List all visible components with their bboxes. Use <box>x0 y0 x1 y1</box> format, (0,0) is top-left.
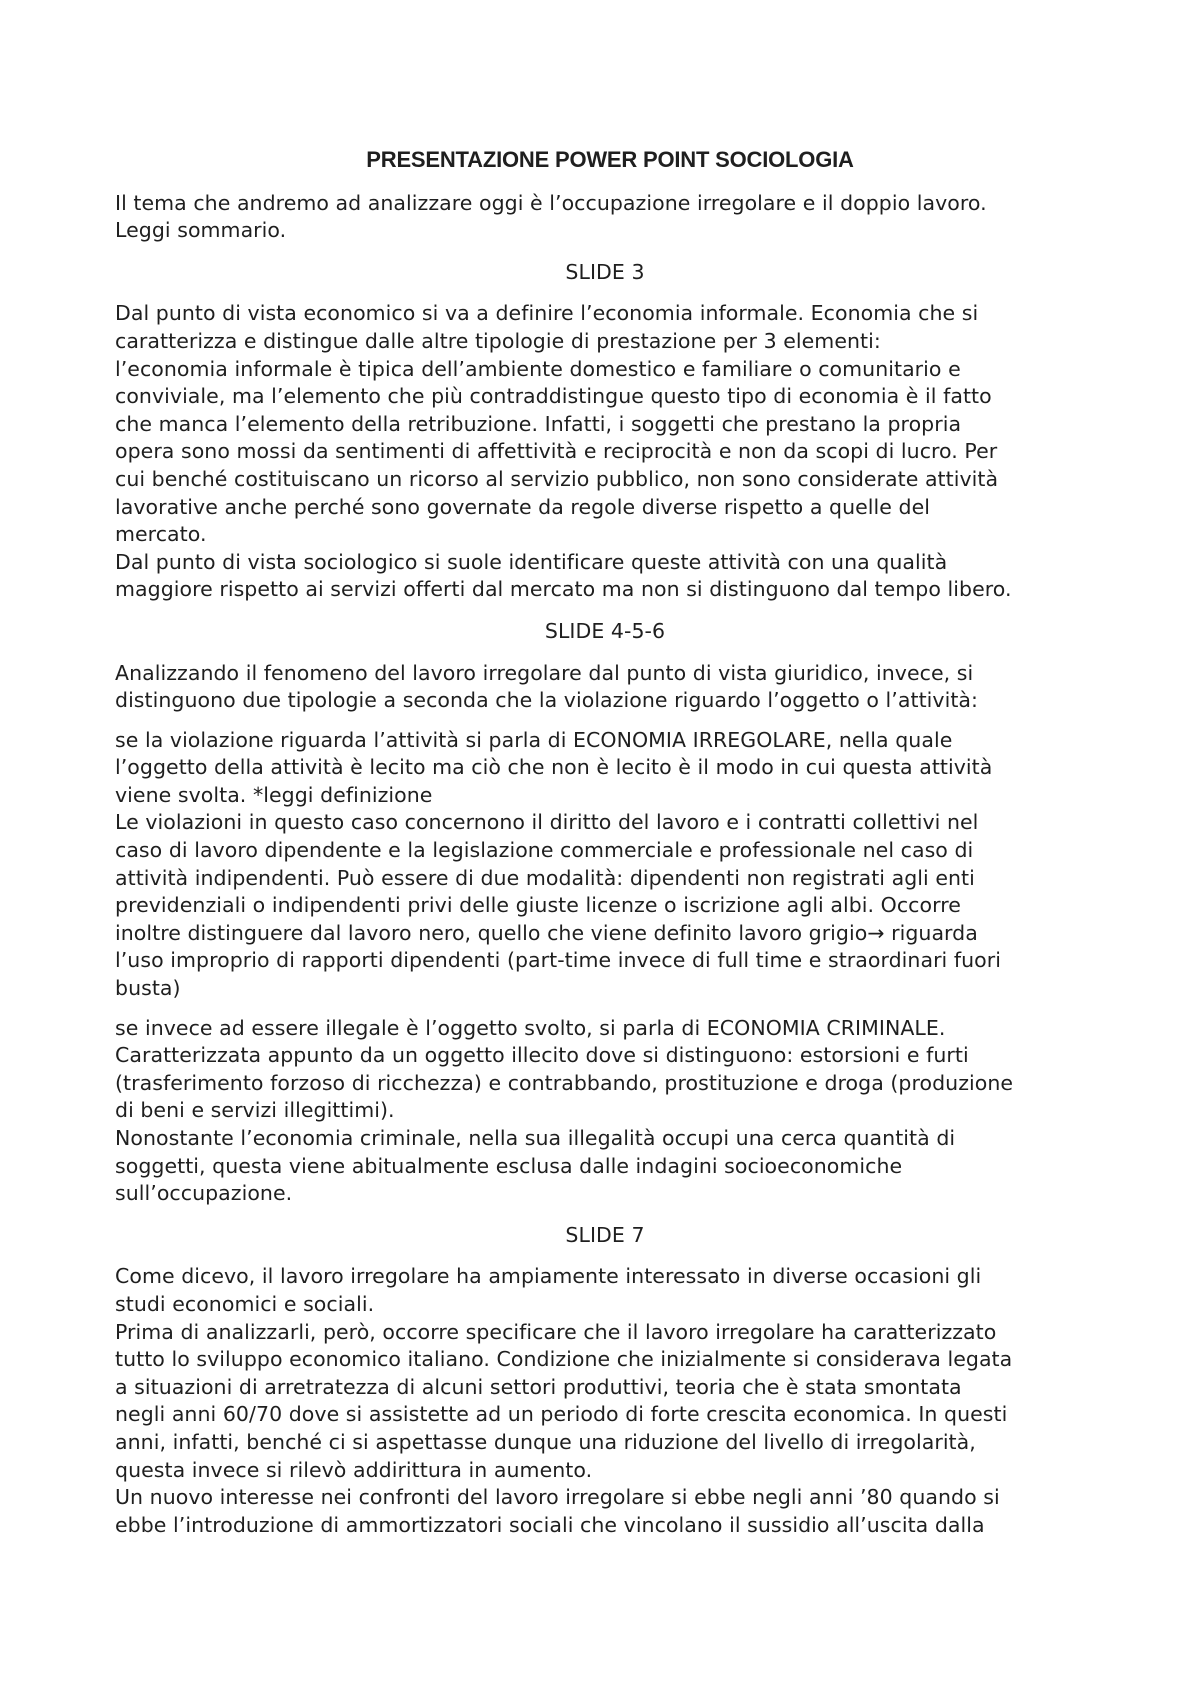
text-line: conviviale, ma l’elemento che più contraddistingue questo tipo di economia è il fatto <box>115 384 992 409</box>
text-line: Analizzando il fenomeno del lavoro irregolare dal punto di vista giuridico, invece, si <box>115 660 974 685</box>
text-line: a situazioni di arretratezza di alcuni settori produttivi, teoria che è stata smontata <box>115 1374 962 1399</box>
slide-7-heading: SLIDE 7 <box>565 1222 645 1247</box>
text-line: l’economia informale è tipica dell’ambiente domestico e familiare o comunitario e <box>115 356 961 381</box>
text-line: soggetti, questa viene abitualmente esclusa dalle indagini socioeconomiche <box>115 1153 903 1178</box>
text-line: se invece ad essere illegale è l’oggetto svolto, si parla di ECONOMIA CRIMINALE. <box>115 1015 946 1040</box>
text-line: cui benché costituiscano un ricorso al servizio pubblico, non sono considerate attività <box>115 466 999 491</box>
text-line: Dal punto di vista economico si va a definire l’economia informale. Economia che si <box>115 301 979 326</box>
text-line: caratterizza e distingue dalle altre tipologie di prestazione per 3 elementi: <box>115 328 881 353</box>
text-line: che manca l’elemento della retribuzione. Infatti, i soggetti che prestano la propria <box>115 411 962 436</box>
slide-3-paragraph-1 <box>115 300 1095 548</box>
text-line: viene svolta. *leggi definizione <box>115 782 433 807</box>
text-line: Nonostante l’economia criminale, nella sua illegalità occupi una cerca quantità di <box>115 1126 956 1150</box>
document-body <box>115 146 1095 1539</box>
text-line: inoltre distinguere dal lavoro nero, quello che viene definito lavoro grigio→ riguarda <box>115 920 978 945</box>
text-line: Un nuovo interesse nei confronti del lavoro irregolare si ebbe negli anni ’80 quando si <box>115 1485 1000 1510</box>
text-line: Leggi sommario. <box>115 218 287 243</box>
text-line: tutto lo sviluppo economico italiano. Condizione che inizialmente si considerava legata <box>115 1347 1013 1372</box>
text-line: di beni e servizi illegittimi). <box>115 1098 395 1123</box>
slide-3-heading: SLIDE 3 <box>565 259 645 284</box>
intro-paragraph <box>115 190 1095 245</box>
text-line: mercato. <box>115 522 207 547</box>
text-line: attività indipendenti. Può essere di due modalità: dipendenti non registrati agli enti <box>115 865 975 890</box>
text-line: Dal punto di vista sociologico si suole identificare queste attività con una qualità <box>115 549 948 574</box>
document-title: PRESENTAZIONE POWER POINT SOCIOLOGIA <box>366 147 854 172</box>
text-line: caso di lavoro dipendente e la legislazione commerciale e professionale nel caso di <box>115 838 974 863</box>
slide-4-5-6-heading: SLIDE 4-5-6 <box>544 618 666 643</box>
text-line: busta) <box>115 976 181 1001</box>
text-line: Caratterizzata appunto da un oggetto illecito dove si distinguono: estorsioni e furti <box>115 1043 969 1068</box>
slide-7-paragraph-1 <box>115 1263 1095 1539</box>
text-line: Come dicevo, il lavoro irregolare ha ampiamente interessato in diverse occasioni gli <box>115 1264 982 1289</box>
text-line: negli anni 60/70 dove si assistette ad un periodo di forte crescita economica. In questi <box>115 1402 1008 1427</box>
slide-4-5-6-paragraph-3 <box>115 1015 1095 1208</box>
slide-3-paragraph-2 <box>115 549 1095 604</box>
text-line: Il tema che andremo ad analizzare oggi è l’occupazione irregolare e il doppio lavoro. <box>115 190 987 215</box>
text-line: previdenziali o indipendenti privi delle giuste licenze o iscrizione agli albi. Occorre <box>115 893 961 918</box>
text-line: maggiore rispetto ai servizi offerti dal mercato ma non si distinguono dal tempo libero. <box>115 577 1012 602</box>
text-line: sull’occupazione. <box>115 1181 293 1206</box>
text-line: ebbe l’introduzione di ammortizzatori sociali che vincolano il sussidio all’uscita dalla <box>115 1512 985 1537</box>
text-line: l’uso improprio di rapporti dipendenti (part-time invece di full time e straordinari fuori <box>115 948 1001 973</box>
text-line: (trasferimento forzoso di ricchezza) e contrabbando, prostituzione e droga (produzione <box>115 1070 1014 1095</box>
text-line: studi economici e sociali. <box>115 1291 375 1316</box>
text-line: Le violazioni in questo caso concernono il diritto del lavoro e i contratti collettivi nel <box>115 810 979 835</box>
slide-4-5-6-paragraph-2 <box>115 727 1095 1003</box>
slide-4-5-6-paragraph-1 <box>115 660 1095 715</box>
text-line: anni, infatti, benché ci si aspettasse dunque una riduzione del livello di irregolarità, <box>115 1429 976 1454</box>
text-line: se la violazione riguarda l’attività si parla di ECONOMIA IRREGOLARE, nella quale <box>115 727 953 752</box>
text-line: distinguono due tipologie a seconda che la violazione riguardo l’oggetto o l’attività: <box>115 688 978 713</box>
text-line: opera sono mossi da sentimenti di affettività e reciprocità e non da scopi di lucro. Per <box>115 439 998 464</box>
text-line: lavorative anche perché sono governate da regole diverse rispetto a quelle del <box>115 494 930 519</box>
text-line: Prima di analizzarli, però, occorre specificare che il lavoro irregolare ha caratterizzato <box>115 1319 997 1344</box>
text-line: l’oggetto della attività è lecito ma ciò che non è lecito è il modo in cui questa attività <box>115 755 993 780</box>
text-line: questa invece si rilevò addirittura in aumento. <box>115 1457 593 1482</box>
